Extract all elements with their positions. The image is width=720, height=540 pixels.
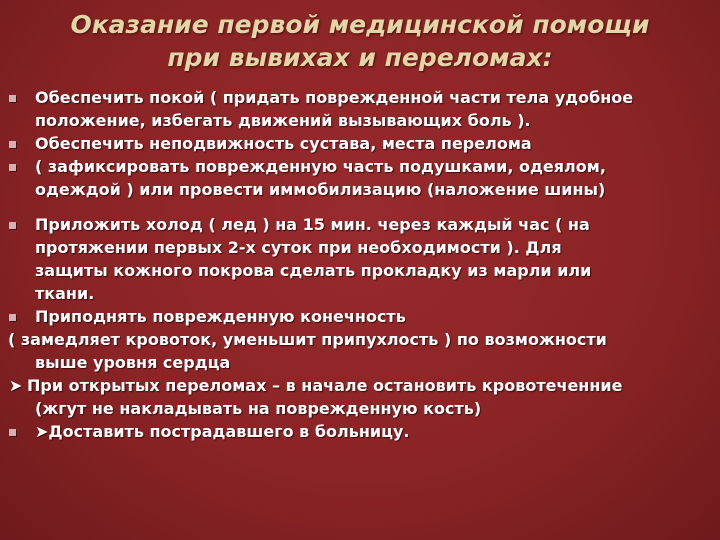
square-bullet-icon [9, 95, 16, 102]
item-text: Доставить пострадавшего в больницу. [48, 422, 410, 441]
item-text: При открытых переломах – в начале остановить кровотеченние [27, 376, 623, 395]
square-bullet-icon [9, 222, 16, 229]
item-text: ткани. [35, 284, 95, 303]
item-text: протяжении первых 2-х суток при необходимости ). Для [35, 238, 562, 257]
title-line-2: при вывихах и переломах: [167, 43, 553, 72]
item-text: Обеспечить неподвижность сустава, места перелома [35, 134, 532, 153]
item-text: положение, избегать движений вызывающих боль ). [35, 111, 531, 130]
title-line-1: Оказание первой медицинской помощи [70, 10, 650, 39]
item-text: одеждой ) или провести иммобилизацию (наложение шины) [35, 180, 606, 199]
list-item [0, 420, 720, 443]
square-bullet-icon [9, 141, 16, 148]
item-text: выше уровня сердца [35, 353, 231, 372]
list-item [0, 155, 720, 201]
item-text: ( зафиксировать поврежденную часть подушками, одеялом, [35, 157, 606, 176]
list-item [0, 132, 720, 155]
item-text: защиты кожного покрова сделать прокладку из марли или [35, 261, 592, 280]
item-text: Приподнять поврежденную конечность [35, 307, 406, 326]
item-text: Обеспечить покой ( придать поврежденной части тела удобное [35, 88, 634, 107]
list-item [0, 213, 720, 305]
arrow-bullet-icon: ➤ [9, 376, 23, 395]
item-text: Приложить холод ( лед ) на 15 мин. через каждый час ( на [35, 215, 590, 234]
list-item [0, 328, 720, 374]
slide-title [0, 8, 720, 74]
item-text: ( замедляет кровоток, уменьшит припухлость ) по возможности [8, 330, 607, 349]
list-item [0, 86, 720, 132]
list-item [0, 305, 720, 328]
arrow-bullet-icon: ➤ [35, 422, 49, 441]
slide-body [0, 86, 720, 443]
square-bullet-icon [9, 164, 16, 171]
square-bullet-icon [9, 429, 16, 436]
item-text: (жгут не накладывать на поврежденную кость) [35, 399, 482, 418]
square-bullet-icon [9, 314, 16, 321]
list-item [0, 374, 720, 420]
